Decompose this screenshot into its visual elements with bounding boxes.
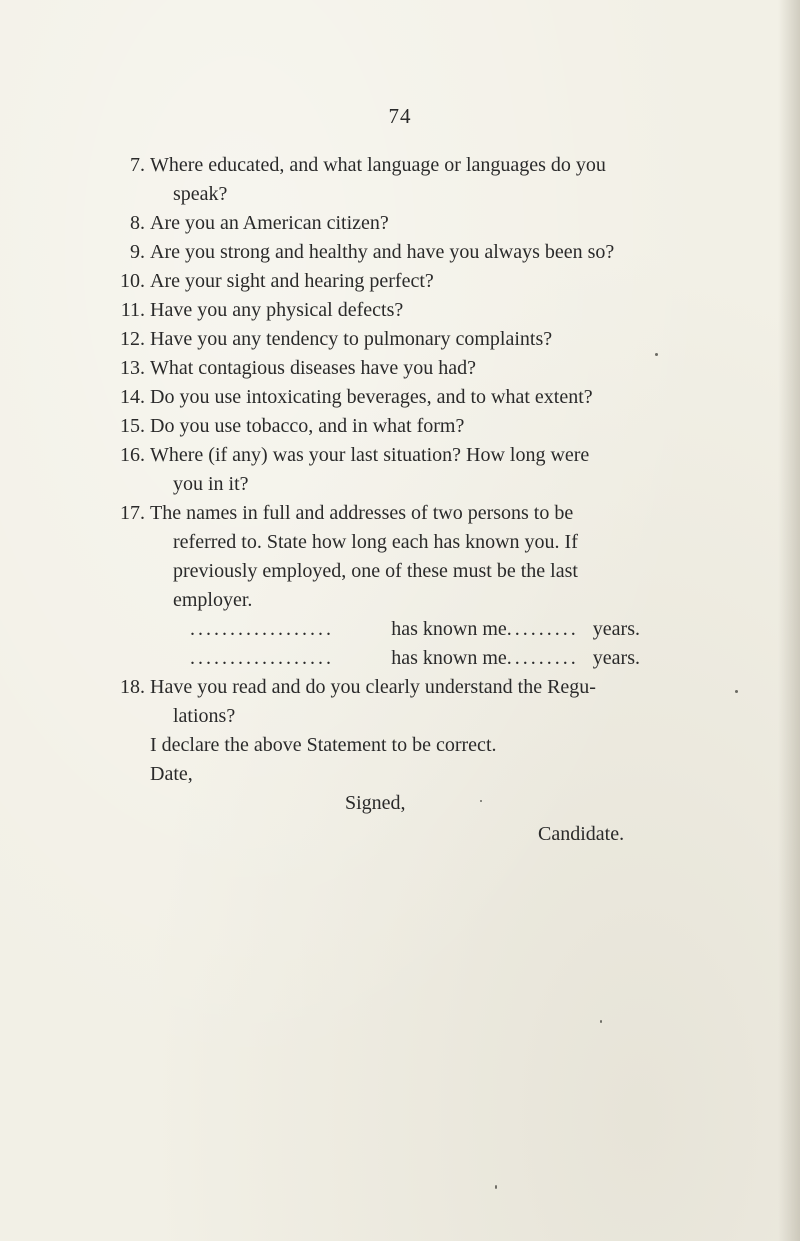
question-number: 7. [130,154,145,176]
blank-name-field: .................. [190,618,334,640]
question-text: Are you an American citizen? [150,212,389,234]
question-text: Do you use tobacco, and in what form? [150,415,465,437]
question-text: What contagious diseases have you had? [150,357,477,379]
reference-line-2 [190,644,640,673]
question-16-continuation: you in it? [173,473,249,495]
question-17-line-3: previously employed, one of these must be the last [173,560,578,582]
question-text: Have you any physical defects? [150,299,404,321]
paper-speck [655,353,658,356]
question-text: Where educated, and what language or languages do you [150,154,606,176]
blank-years-field: ......... [506,647,579,669]
question-7-continuation: speak? [173,183,228,205]
question-text: Have you any tendency to pulmonary complaints? [150,328,553,350]
signed-label: Signed, [345,792,406,814]
has-known-label: has known me [391,618,507,640]
question-text: Where (if any) was your last situation? How long were [150,444,590,466]
paper-speck [480,800,482,802]
question-text: Do you use intoxicating beverages, and to what extent? [150,386,593,408]
question-number: 16. [120,444,145,466]
has-known-label: has known me [391,647,507,669]
question-number: 10. [120,270,145,292]
question-number: 15. [120,415,145,437]
question-number: 18. [120,676,145,698]
question-number: 14. [120,386,145,408]
paper-speck [735,690,738,693]
question-17-line-2: referred to. State how long each has known you. If [173,531,578,553]
question-text: The names in full and addresses of two persons to be [150,502,574,524]
paper-speck [495,1185,497,1189]
question-number: 11. [120,299,145,321]
question-number: 13. [120,357,145,379]
question-number: 17. [120,502,145,524]
years-label: years. [592,647,640,669]
question-text: Are your sight and hearing perfect? [150,270,434,292]
blank-years-field: ......... [506,618,579,640]
page-number: 74 [388,104,412,128]
question-text: Have you read and do you clearly understand the Regu- [150,676,596,698]
blank-name-field: .................. [190,647,334,669]
reference-line-1 [190,615,640,644]
question-17-line-4: employer. [173,589,253,611]
question-text: Are you strong and healthy and have you always been so? [150,241,615,263]
question-18-continuation: lations? [173,705,236,727]
paper-speck [600,1020,602,1023]
candidate-label: Candidate. [538,823,625,845]
question-number: 9. [130,241,145,263]
declaration-statement: I declare the above Statement to be correct. [150,734,497,756]
years-label: years. [592,618,640,640]
date-label: Date, [150,763,193,785]
page-edge-shadow [778,0,800,1241]
question-number: 12. [120,328,145,350]
question-number: 8. [130,212,145,234]
